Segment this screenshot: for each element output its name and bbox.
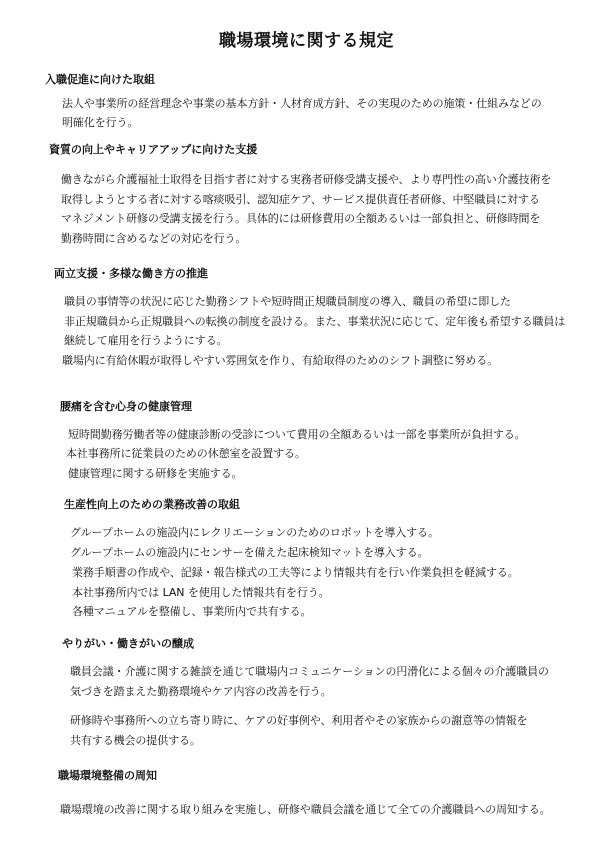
section-line: 健康管理に関する研修を実施する。: [68, 467, 243, 480]
section-line: 職場環境の改善に関する取り組みを実施し、研修や職員会議を通じて全ての介護職員への周知する。: [60, 803, 551, 816]
section-heading-work-style: 両立支援・多様な働き方の推進: [54, 267, 208, 280]
section-line: 短時間勤務労働者等の健康診断の受診について費用の全額あるいは一部を事業所が負担する。: [68, 428, 526, 441]
section-line: グループホームの施設内にレクリエーションのためのロボットを導入する。: [70, 526, 439, 539]
section-line: 法人や事業所の経営理念や事業の基本方針・人材育成方針、その実現のための施策・仕組みなどの: [62, 97, 542, 110]
section-line: 非正規職員から正規職員への転換の制度を設ける。また、事業状況に応じて、定年後も希望する職員は: [64, 315, 566, 328]
section-heading-career-support: 資質の向上やキャリアアップに向けた支援: [49, 143, 258, 156]
section-line: 取得しようとする者に対する喀痰吸引、認知症ケア、サービス提供責任者研修、中堅職員に対する: [61, 193, 540, 206]
section-line: 継続して雇用を行うようにする。: [64, 334, 228, 347]
section-line: 職場内に有給休暇が取得しやすい雰囲気を作り、有給取得のためのシフト調整に努める。: [62, 354, 498, 367]
section-line: 業務手順書の作成や、記録・報告様式の工夫等により情報共有を行い作業負担を軽減する。: [72, 566, 519, 579]
section-line: 研修時や事務所への立ち寄り時に、ケアの好事例や、利用者やその家族からの謝意等の情報を: [70, 714, 528, 727]
section-line: 明確化を行う。: [62, 116, 139, 129]
section-heading-announcement: 職場環境整備の周知: [58, 769, 157, 782]
section-heading-recruitment: 入職促進に向けた取組: [45, 73, 155, 86]
section-line: マネジメント研修の受講支援を行う。具体的には研修費用の全額あるいは一部負担と、研修時間を: [61, 212, 541, 225]
section-line: 各種マニュアルを整備し、事業所内で共有する。: [72, 605, 312, 618]
section-line: グループホームの施設内にセンサーを備えた起床検知マットを導入する。: [70, 546, 429, 559]
section-heading-productivity: 生産性向上のための業務改善の取組: [64, 498, 240, 511]
section-heading-motivation: やりがい・働きがいの醸成: [62, 637, 194, 650]
section-line: 職員会議・介護に関する雑談を通じて職場内コミュニケーションの円滑化による個々の介護職員の: [70, 665, 549, 678]
page-title: 職場環境に関する規定: [219, 31, 394, 51]
section-line: 職員の事情等の状況に応じた勤務シフトや短時間正規職員制度の導入、職員の希望に即した: [64, 295, 511, 308]
section-line: 勤務時間に含めるなどの対応を行う。: [61, 232, 247, 245]
section-heading-health: 腰痛を含む心身の健康管理: [60, 400, 192, 413]
section-line: 働きながら介護福祉士取得を目指す者に対する実務者研修受講支援や、より専門性の高い介護技術を: [61, 173, 552, 186]
section-line: 気づきを踏まえた勤務環境やケア内容の改善を行う。: [70, 685, 332, 698]
section-line: 本社事務所に従業員のための休憩室を設置する。: [66, 447, 306, 460]
section-line: 本社事務所内では LAN を使用した情報共有を行う。: [72, 586, 330, 599]
section-line: 共有する機会の提供する。: [70, 734, 201, 747]
